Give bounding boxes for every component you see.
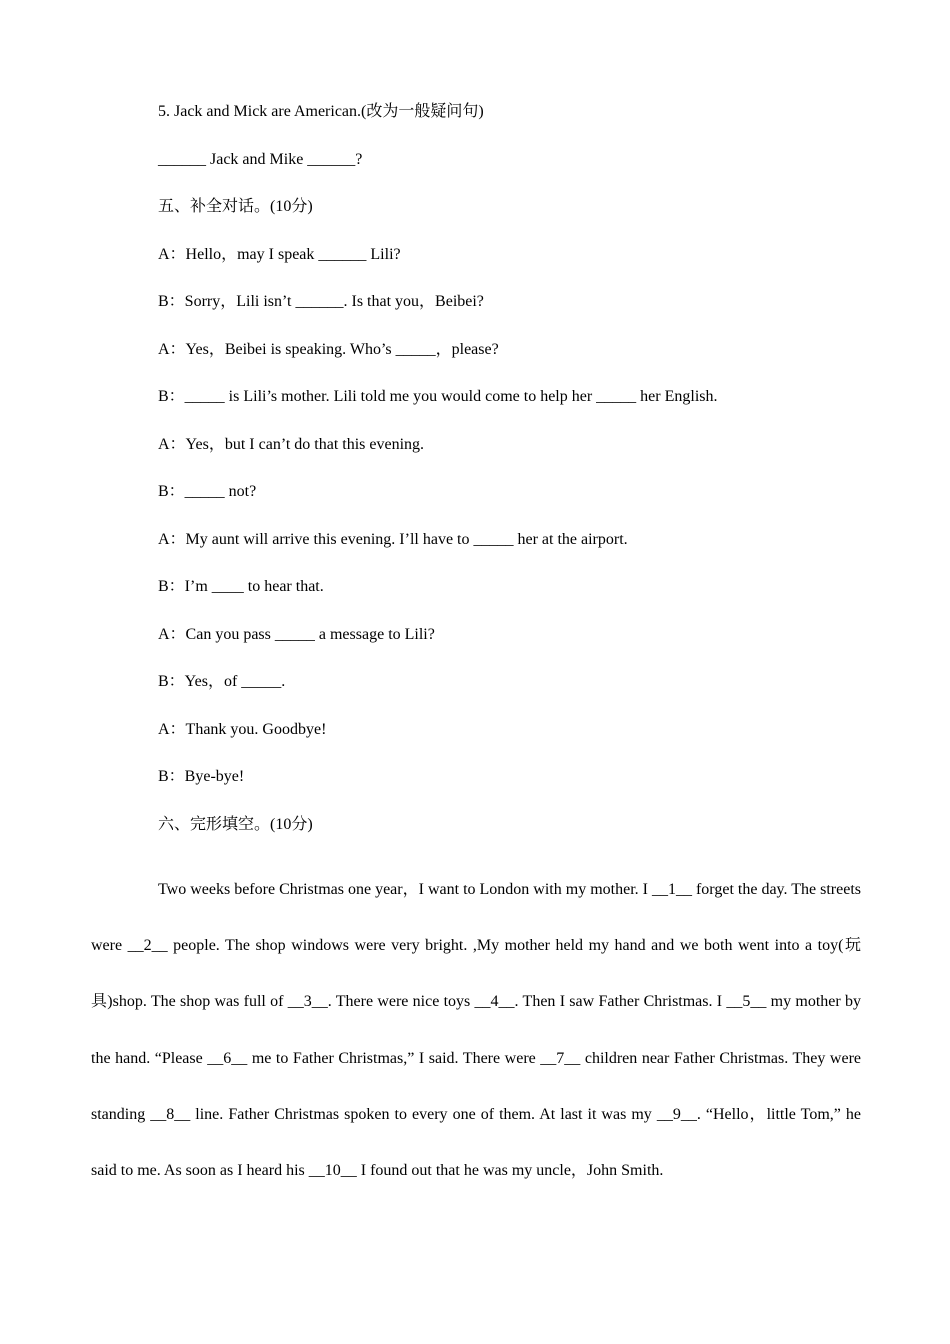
dialogue-line: B：Sorry，Lili isn’t ______. Is that you，Beibei? (158, 293, 484, 310)
dialogue-line: A：Yes，but I can’t do that this evening. (158, 436, 425, 453)
dialogue-line: A：Hello，may I speak ______ Lili? (158, 246, 401, 263)
dialogue-line: B：_____ is Lili’s mother. Lili told me you would come to help her _____ her English. (158, 388, 718, 405)
dialogue-line: A：My aunt will arrive this evening. I’ll have to _____ her at the airport. (158, 531, 628, 548)
section-6-heading: 六、完形填空。(10分) (158, 816, 313, 833)
dialogue-line: B：Bye-bye! (158, 768, 245, 785)
dialogue-line: A：Thank you. Goodbye! (158, 721, 327, 738)
question-5-prompt: 5. Jack and Mick are American.(改为一般疑问句) (158, 103, 484, 120)
cloze-passage: Two weeks before Christmas one year，I want to London with my mother. I __1__ forget the day. The streets were __2__ people. The shop windows were very bright. ,My mother held my hand and we both went into a toy(玩具)shop. The shop was full of __3__. There were nice toys __4__. Then I saw Father Christmas. I __5__ my mother by the hand. “Please __6__ me to Father Christmas,” I said. There were __7__ children near Father Christmas. They were standing __8__ line. Father Christmas spoken to every one of them. At last it was my __9__. “Hello，little Tom,” he said to me. As soon as I heard his __10__ I found out that he was my uncle，John Smith. (91, 881, 862, 1180)
question-5-answer-line: ______ Jack and Mike ______? (158, 151, 363, 168)
dialogue-line: B：I’m ____ to hear that. (158, 578, 324, 595)
dialogue-line: A：Can you pass _____ a message to Lili? (158, 626, 435, 643)
dialogue-line: B：Yes，of _____. (158, 673, 286, 690)
dialogue-line: A：Yes，Beibei is speaking. Who’s _____，please? (158, 341, 499, 358)
section-5-heading: 五、补全对话。(10分) (158, 198, 313, 215)
dialogue-line: B：_____ not? (158, 483, 257, 500)
